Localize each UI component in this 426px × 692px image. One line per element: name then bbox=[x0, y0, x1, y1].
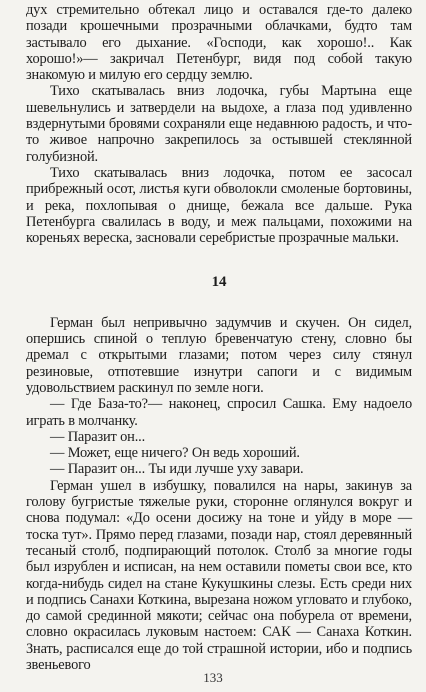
paragraph: Тихо скатывалась вниз лодочка, губы Мартына еще шевельнулись и затвердели на выдохе, а глаза под удивленно вздернутыми бровями сохраняли еще недавнюю радость, и что-то живое напрочно закрепилось за остывшей стеклянной голубизной. bbox=[26, 83, 412, 165]
page-number: 133 bbox=[203, 670, 223, 685]
book-page bbox=[26, 2, 412, 673]
chapter-number: 14 bbox=[211, 274, 227, 291]
paragraph-continued: дух стремительно обтекал лицо и оставался где-то далеко позади крошечными прозрачными облачками, будто там застывало его дыхание. «Господи, как хорошо!.. Как хорошо!»— закричал Петенбург, видя под собой такую знакомую и милую его сердцу землю. bbox=[26, 2, 412, 84]
dialogue-line: — Паразит он... Ты иди лучше уху завари. bbox=[50, 461, 304, 478]
paragraph: Тихо скатывалась вниз лодочка, потом ее засосал прибрежный осот, листья куги обволокли смоленые бортовины, и река, похлопывая о днище, бежала все дальше. Рука Петенбурга свалилась в воду, и меж пальцами, похожими на кореньях вереска, засновали серебристые прозрачные мальки. bbox=[26, 164, 412, 247]
dialogue-line: — Может, еще ничего? Он ведь хороший. bbox=[50, 445, 300, 462]
paragraph: Герман был непривычно задумчив и скучен. Он сидел, опершись спиной о теплую бревенчатую стену, словно бы дремал с открытыми глазами; потом через силу стянул резиновые, отпотевшие изнутри сапоги и с видимым удовольствием раскинул по земле ноги. bbox=[26, 314, 412, 396]
paragraph: Герман ушел в избушку, повалился на нары, закинув за голову бугристые тяжелые руки, сторонне оглянулся вокруг и снова подумал: «До осени досижу на тоне и уйду в море — тоска тут». Прямо перед глазами, позади нар, стоял деревянный тесаный столб, подпирающий потолок. Столб за многие годы был изрублен и исписан, на нем оставили пометы свои все, кто когда-нибудь сидел на стане Кукушкины слезы. Есть среди них и подпись Санахи Коткина, вырезана ножом угловато и глубоко, до самой срединной мякоти; сейчас она побурела от времени, словно окрасилась луковым настоем: САК — Санаха Коткин. Знать, расписался еще до той страшной истории, ибо и подпись звеньевого bbox=[26, 477, 412, 673]
dialogue-line: — Паразит он... bbox=[50, 428, 146, 445]
dialogue-line: — Где Базa-то?— наконец, спросил Сашка. Ему надоело играть в молчанку. bbox=[26, 396, 412, 429]
